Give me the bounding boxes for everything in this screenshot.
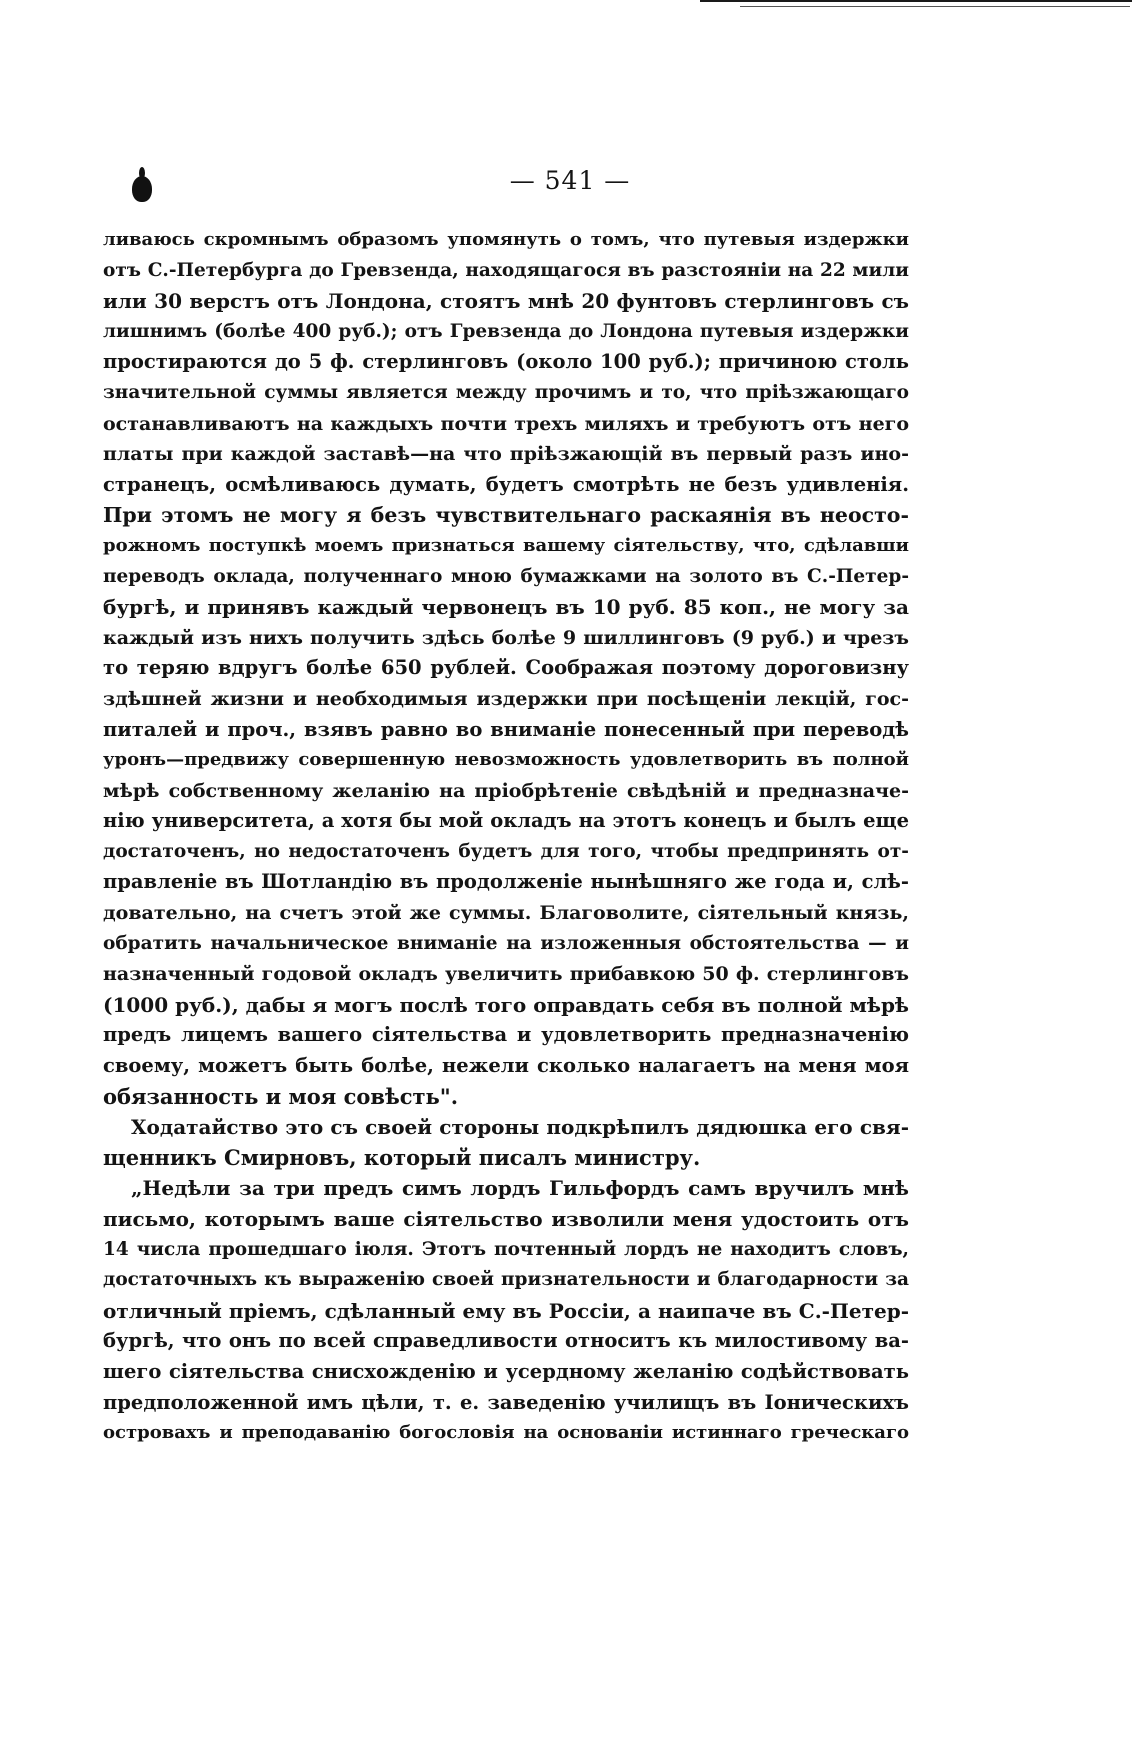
text-line: странецъ, осмѣливаюсь думать, будетъ смотрѣть не безъ удивленія.	[103, 472, 909, 496]
text-line: предъ лицемъ вашего сіятельства и удовлетворить предназначенію	[103, 1023, 909, 1047]
text-line: При этомъ не могу я безъ чувствительнаго раскаянія въ неосто-	[103, 503, 909, 528]
text-line: (1000 руб.), дабы я могъ послѣ того оправдать себя въ полной мѣрѣ	[103, 992, 909, 1017]
text-line: простираются до 5 ф. стерлинговъ (около 100 руб.); причиною столь	[103, 350, 909, 374]
body-text	[103, 225, 909, 1449]
text-line: правленіе въ Шотландію въ продолженіе нынѣшняго же года и, слѣ-	[103, 870, 909, 894]
text-line: Ходатайство это съ своей стороны подкрѣпилъ дядюшка его свя-	[131, 1115, 909, 1140]
text-line: отличный пріемъ, сдѣланный ему въ Россіи, а наипаче въ С.-Петер-	[103, 1298, 909, 1323]
text-line: предположенной имъ цѣли, т. е. заведенію училищъ въ Іоническихъ	[103, 1390, 909, 1414]
text-line: останавливаютъ на каждыхъ почти трехъ миляхъ и требуютъ отъ него	[103, 412, 909, 435]
text-line: щенникъ Смирновъ, который писалъ министру.	[103, 1144, 701, 1170]
text-line: мѣрѣ собственному желанію на пріобрѣтеніе свѣдѣній и предназначе-	[103, 779, 909, 802]
text-line: или 30 верстъ отъ Лондона, стоятъ мнѣ 20 фунтовъ стерлинговъ съ	[103, 289, 909, 314]
text-line: нію университета, а хотя бы мой окладъ на этотъ конецъ и былъ еще	[103, 809, 909, 833]
text-line: значительной суммы является между прочимъ и то, что пріѣзжающаго	[103, 381, 909, 403]
text-line: островахъ и преподаванію богословія на основаніи истиннаго греческаго	[103, 1422, 909, 1444]
text-line: платы при каждой заставѣ—на что пріѣзжающій въ первый разъ ино-	[103, 443, 909, 466]
text-line: ливаюсь скромнымъ образомъ упомянуть о томъ, что путевыя издержки	[103, 229, 909, 250]
text-line: 14 числа прошедшаго іюля. Этотъ почтенный лордъ не находитъ словъ,	[103, 1238, 909, 1260]
text-line: переводъ оклада, полученнаго мною бумажками на золото въ С.-Петер-	[103, 565, 909, 587]
text-line: письмо, которымъ ваше сіятельство изволили меня удостоить отъ	[103, 1207, 909, 1231]
text-line: бургѣ, что онъ по всей справедливости относитъ къ милостивому ва-	[103, 1329, 909, 1353]
text-line: обязанность и моя совѣсть".	[103, 1083, 459, 1109]
text-line: своему, можетъ быть болѣе, нежели сколько налагаетъ на меня моя	[103, 1054, 909, 1078]
text-line: „Недѣли за три предъ симъ лордъ Гильфордъ самъ вручилъ мнѣ	[131, 1176, 909, 1201]
text-line: назначенный годовой окладъ увеличить прибавкою 50 ф. стерлинговъ	[103, 963, 909, 986]
text-line: шего сіятельства снисхожденію и усердному желанію содѣйствовать	[103, 1359, 909, 1383]
text-line: достаточенъ, но недостаточенъ будетъ для того, чтобы предпринять от-	[103, 840, 909, 862]
text-line: то теряю вдругъ болѣе 650 рублей. Соображая поэтому дороговизну	[103, 656, 909, 680]
text-line: достаточныхъ къ выраженію своей признательности и благодарности за	[103, 1269, 909, 1291]
text-line: бургѣ, и принявъ каждый червонецъ въ 10 руб. 85 коп., не могу за	[103, 595, 909, 620]
text-line: рожномъ поступкѣ моемъ признаться вашему сіятельству, что, сдѣлавши	[103, 534, 909, 556]
text-line: обратить начальническое вниманіе на изложенныя обстоятельства — и	[103, 932, 909, 954]
text-line: питалей и проч., взявъ равно во вниманіе понесенный при переводѣ	[103, 717, 909, 741]
top-border-rule-secondary	[740, 6, 1130, 7]
text-line: отъ С.-Петербурга до Гревзенда, находящагося въ разстояніи на 22 мили	[103, 259, 909, 281]
top-border-rule	[700, 0, 1132, 2]
page-number: — 541 —	[509, 166, 631, 195]
text-line: здѣшней жизни и необходимыя издержки при посѣщеніи лекцій, гос-	[103, 687, 909, 710]
text-line: лишнимъ (болѣе 400 руб.); отъ Гревзенда до Лондона путевыя издержки	[103, 320, 909, 342]
text-line: довательно, на счетъ этой же суммы. Благоволите, сіятельный князь,	[103, 902, 909, 925]
text-line: каждый изъ нихъ получить здѣсь болѣе 9 шиллинговъ (9 руб.) и чрезъ	[103, 626, 909, 649]
text-line: уронъ—предвижу совершенную невозможность удовлетворить въ полной	[103, 749, 909, 771]
